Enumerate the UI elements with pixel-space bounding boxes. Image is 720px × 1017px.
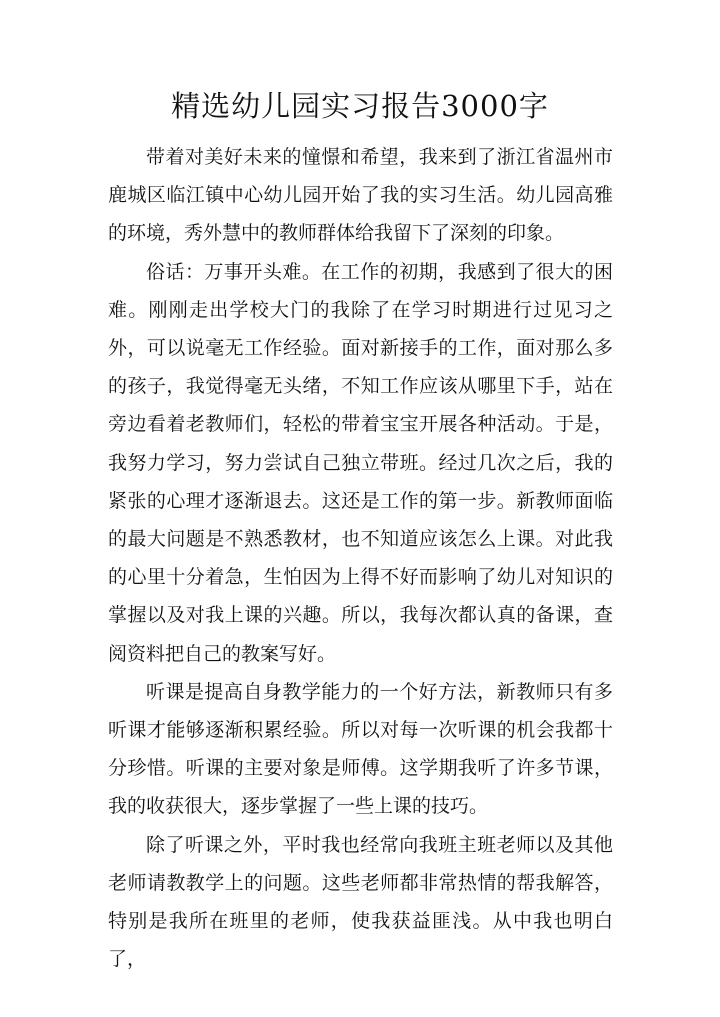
document-title: 精选幼儿园实习报告3000字: [171, 89, 549, 123]
paragraph: 除了听课之外，平时我也经常向我班主班老师以及其他老师请教教学上的问题。这些老师都非常热情的帮我解答，特别是我所在班里的老师，使我获益匪浅。从中我也明白了，: [108, 833, 613, 971]
paragraph: 带着对美好未来的憧憬和希望，我来到了浙江省温州市鹿城区临江镇中心幼儿园开始了我的实习生活。幼儿园高雅的环境，秀外慧中的教师群体给我留下了深刻的印象。: [108, 146, 613, 245]
document-body: [108, 138, 613, 978]
paragraph: 听课是提高自身教学能力的一个好方法，新教师只有多听课才能够逐渐积累经验。所以对每一次听课的机会我都十分珍惜。听课的主要对象是师傅。这学期我听了许多节课，我的收获很大，逐步掌握了一些上课的技巧。: [108, 680, 613, 818]
paragraph: 俗话：万事开头难。在工作的初期，我感到了很大的困难。刚刚走出学校大门的我除了在学习时期进行过见习之外，可以说毫无工作经验。面对新接手的工作，面对那么多的孩子，我觉得毫无头绪，不知工作应该从哪里下手，站在旁边看着老教师们，轻松的带着宝宝开展各种活动。于是，我努力学习，努力尝试自己独立带班。经过几次之后，我的紧张的心理才逐渐退去。这还是工作的第一步。新教师面临的最大问题是不熟悉教材，也不知道应该怎么上课。对此我的心里十分着急，生怕因为上得不好而影响了幼儿对知识的掌握以及对我上课的兴趣。所以，我每次都认真的备课，查阅资料把自己的教案写好。: [108, 260, 613, 665]
